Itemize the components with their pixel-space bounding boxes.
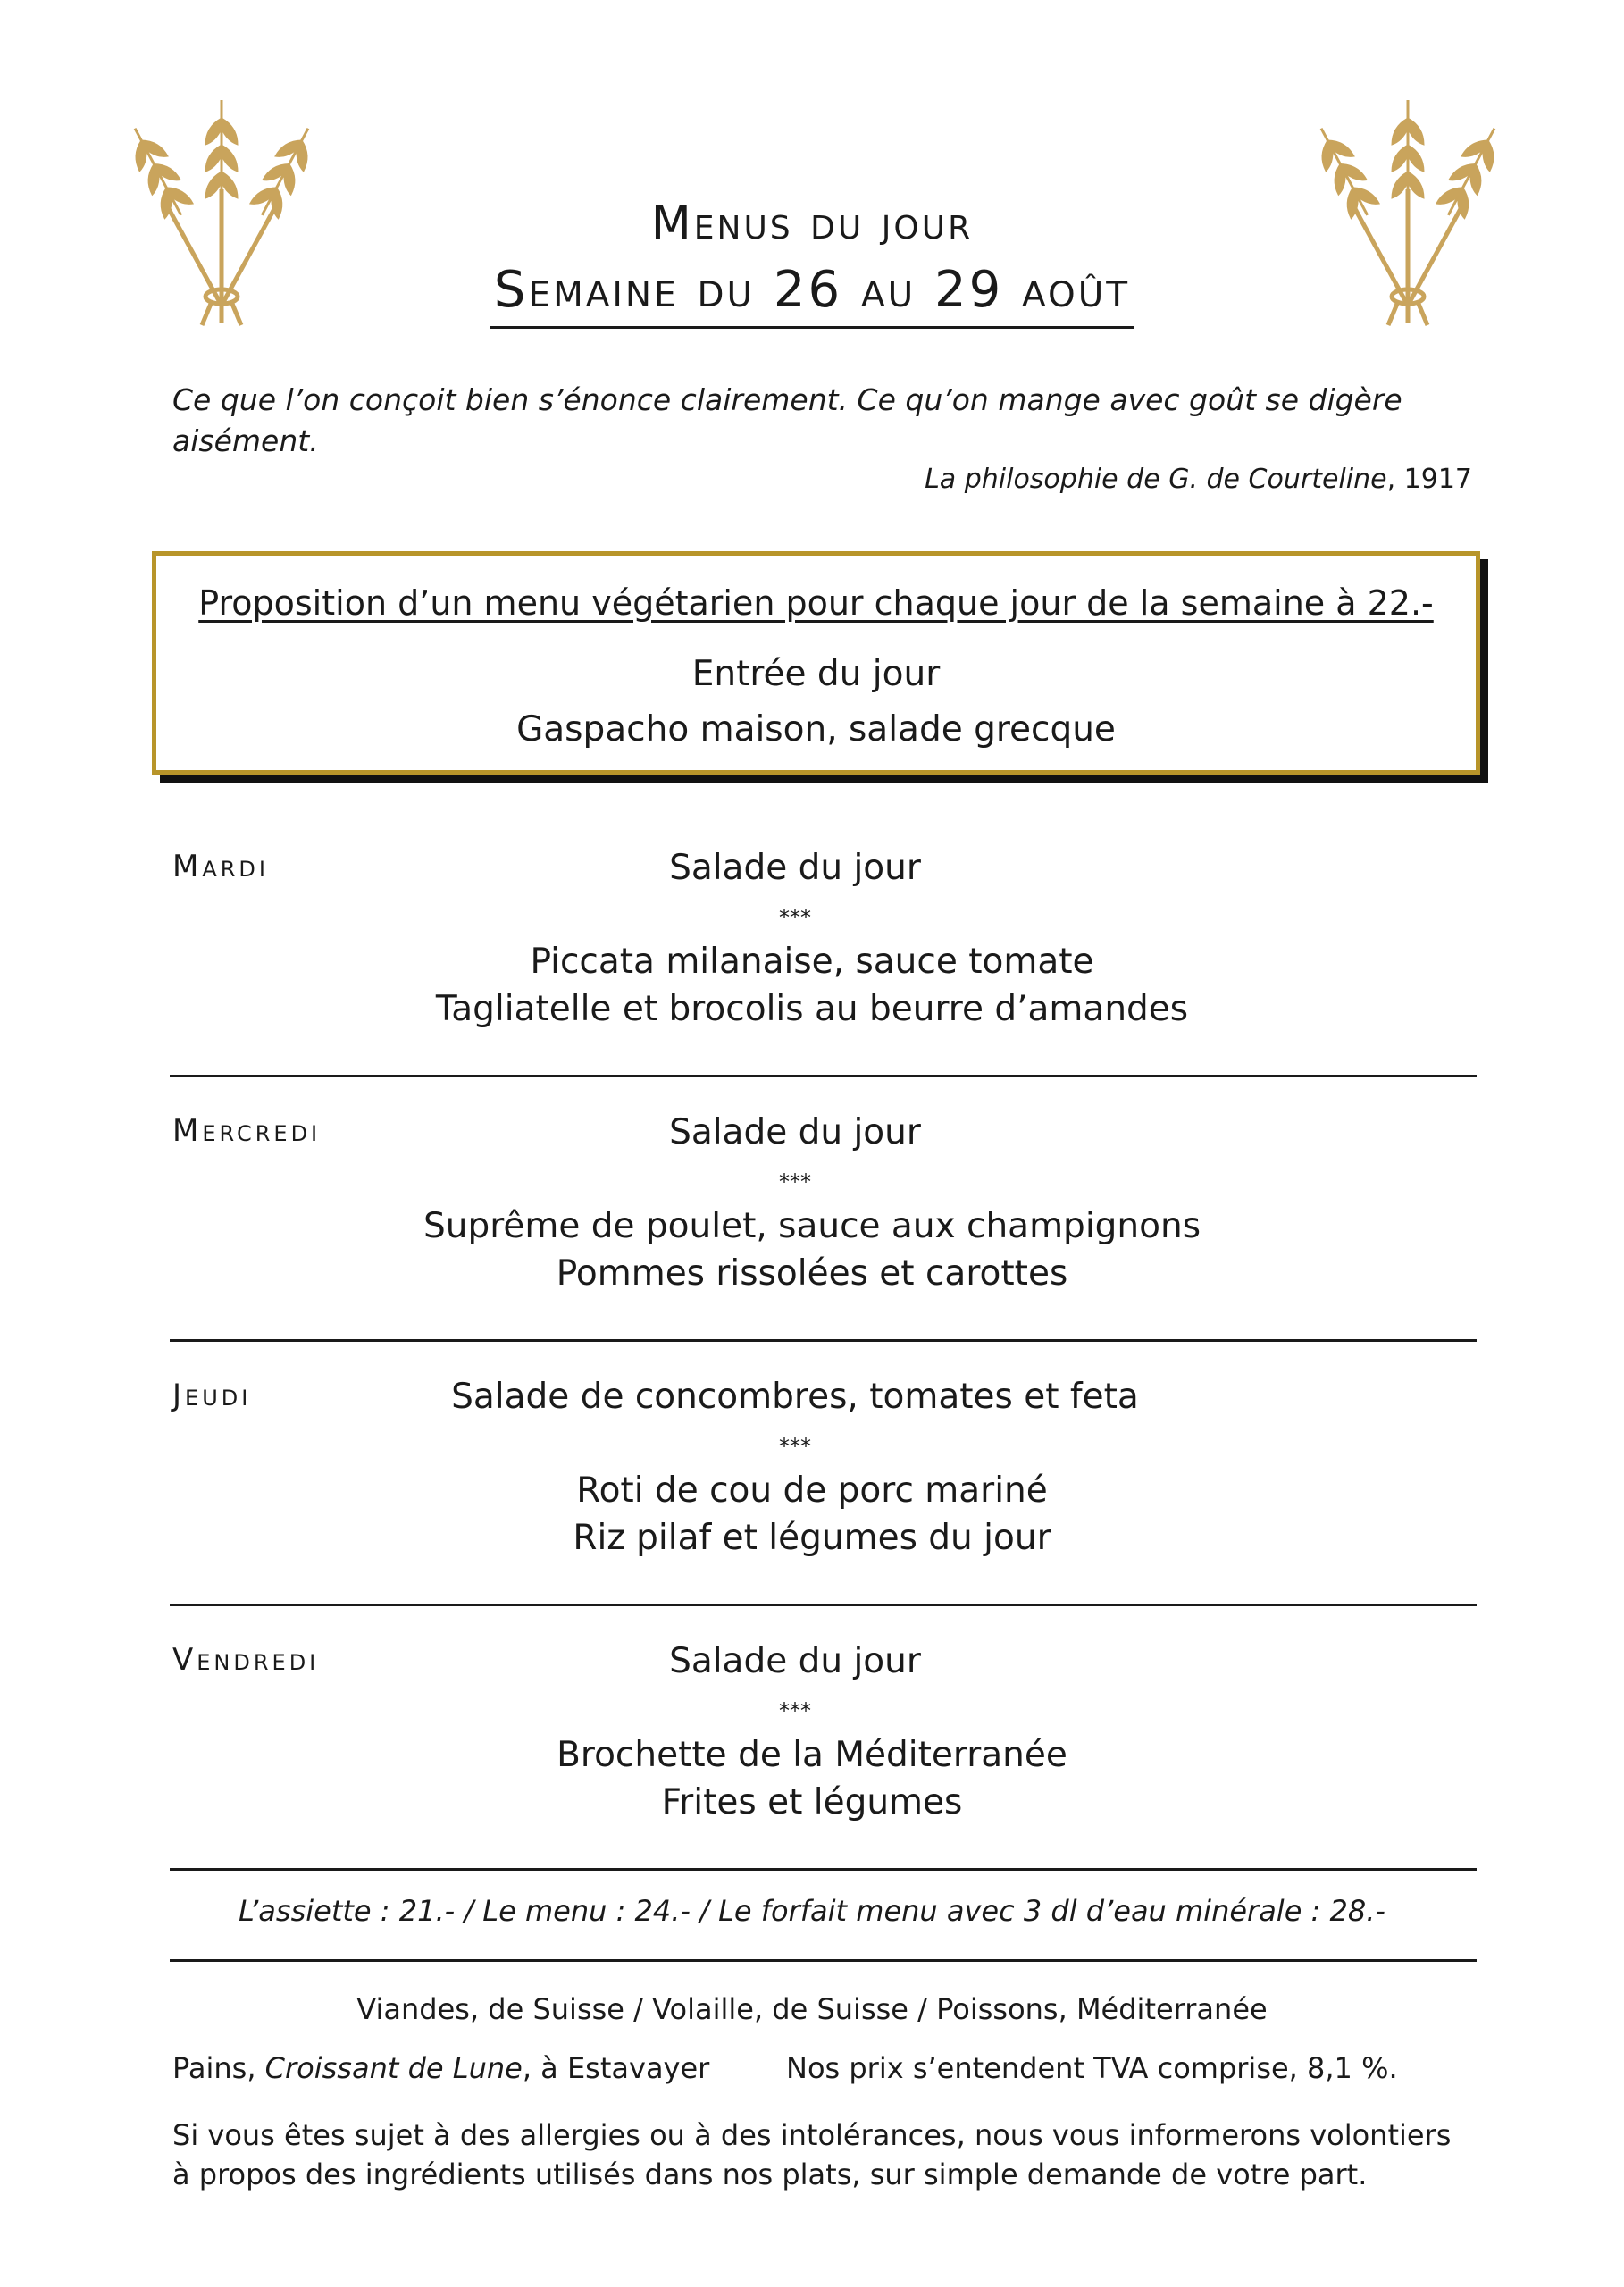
title-menus: Menus du jour xyxy=(650,197,974,250)
dish-separator: *** xyxy=(779,1698,811,1723)
allergy-note: Si vous êtes sujet à des allergies ou à des intolérances, nous vous informerons volontiers à propos des ingrédients utilisés dans nos plats, sur simple demande de votre part. xyxy=(172,2118,1452,2191)
bread-suffix: , à Estavayer xyxy=(522,2051,710,2085)
day-starter: Salade du jour xyxy=(669,848,921,888)
page-title xyxy=(0,192,1624,329)
title-week: Semaine du 26 au 29 août xyxy=(490,255,1134,329)
divider xyxy=(170,1075,1477,1077)
bread-prefix: Pains, xyxy=(172,2051,265,2085)
day-main: Suprême de poulet, sauce aux champignons xyxy=(423,1206,1201,1246)
vat-note: Nos prix s’entendent TVA comprise, 8,1 %. xyxy=(786,2051,1398,2085)
day-main: Roti de cou de porc mariné xyxy=(576,1470,1048,1511)
divider xyxy=(170,1604,1477,1606)
quote-attribution xyxy=(925,462,1472,498)
vegetarian-title: Proposition d’un menu végétarien pour chaque jour de la semaine à 22.- xyxy=(198,583,1434,623)
vegetarian-menu-box xyxy=(152,551,1480,775)
price-list: L’assiette : 21.- / Le menu : 24.- / Le forfait menu avec 3 dl d’eau minérale : 28.- xyxy=(239,1894,1385,1928)
day-name: Jeudi xyxy=(172,1378,252,1413)
divider xyxy=(170,1868,1477,1871)
bread-name: Croissant de Lune xyxy=(264,2051,523,2085)
day-name: Mercredi xyxy=(172,1113,322,1149)
day-starter: Salade du jour xyxy=(669,1112,921,1152)
divider xyxy=(170,1959,1477,1962)
day-starter: Salade de concombres, tomates et feta xyxy=(451,1377,1139,1417)
dish-separator: *** xyxy=(779,1434,811,1459)
dish-separator: *** xyxy=(779,1169,811,1194)
bread-origin xyxy=(172,2048,709,2088)
day-side: Riz pilaf et légumes du jour xyxy=(573,1518,1051,1558)
day-name: Mardi xyxy=(172,849,269,884)
day-side: Pommes rissolées et carottes xyxy=(556,1253,1068,1294)
day-starter: Salade du jour xyxy=(669,1641,921,1681)
vegetarian-dish: Gaspacho maison, salade grecque xyxy=(516,709,1116,750)
day-name: Vendredi xyxy=(172,1642,320,1678)
quote-text: Ce que l’on conçoit bien s’énonce clairement. Ce qu’on mange avec goût se digère aisément. xyxy=(172,382,1402,458)
day-side: Frites et légumes xyxy=(661,1782,963,1822)
day-main: Piccata milanaise, sauce tomate xyxy=(530,942,1094,982)
meat-origin: Viandes, de Suisse / Volaille, de Suisse / Poissons, Méditerranée xyxy=(356,1992,1268,2026)
day-main: Brochette de la Méditerranée xyxy=(557,1735,1067,1775)
day-side: Tagliatelle et brocolis au beurre d’amandes xyxy=(435,989,1189,1029)
dish-separator: *** xyxy=(779,905,811,930)
attribution-year: , 1917 xyxy=(1386,464,1472,495)
divider xyxy=(170,1339,1477,1342)
vegetarian-starter: Entrée du jour xyxy=(691,654,941,694)
attribution-work: La philosophie de G. de Courteline xyxy=(925,464,1387,495)
